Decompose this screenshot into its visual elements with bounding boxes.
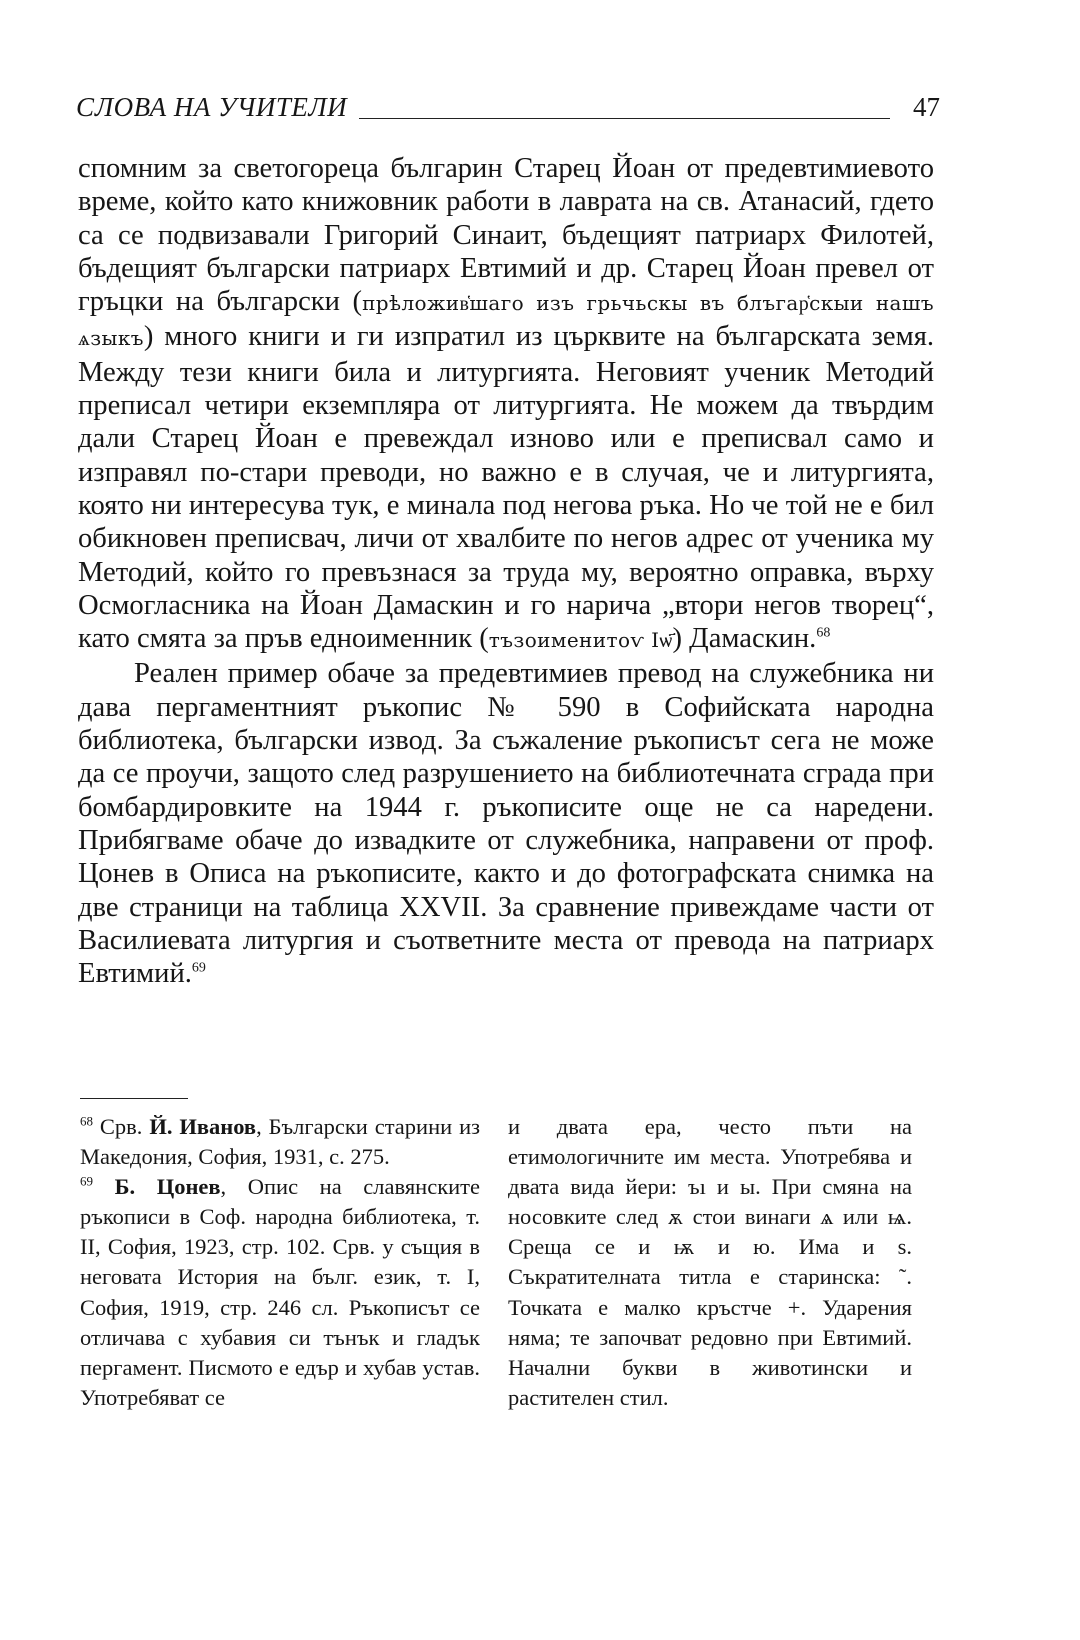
footnotes-left-column	[80, 1112, 480, 1413]
slavonic-quote-2: тъзоименитоѵ Iѡ҃	[488, 628, 673, 653]
footnote-68-author: Й. Иванов	[149, 1114, 257, 1139]
footnote-69-text-left: , Опис на славянските ръкописи в Соф. народна библиотека, т. II, София, 1923, стр. 102. Срв. у същия в неговата История на бълг. език, т. I, София, 1919, стр. 246 сл. Ръкописът се отличава с хубавия си тънък и гладък пергамент. Писмото е едър и хубав устав. Употребяват се	[80, 1174, 480, 1410]
footnote-69-number: 69	[80, 1173, 93, 1189]
footnote-69	[80, 1172, 480, 1413]
slavonic-quote-1: прѣложив҅шаго изъ грьчьскы въ блъгар҅скыи нашъ ѧзыкъ	[78, 291, 934, 351]
paragraph-1	[78, 152, 934, 657]
paragraph-2	[78, 657, 934, 990]
footnotes-right-column	[508, 1112, 912, 1413]
page-number: 47	[913, 92, 940, 122]
paragraph-1-text-a: спомним за светогореца българин Старец Йоан от предевтимиевото време, който като книжовник работи в лаврата на св. Атанасий, гдето са се подвизавали Григорий Синаит, бъдещият патриарх Филотей, бъдещият български патриарх Евтимий и др. Старец Йоан превел от гръцки на български (	[78, 153, 934, 318]
footnote-rule	[80, 1098, 188, 1099]
footnote-ref-69: 69	[191, 960, 206, 976]
footnote-ref-68: 68	[816, 625, 831, 641]
footnote-69-text-right: и двата ера, често пъти на етимологичните им места. Употребява и двата вида йери: ъı и ы. При смяна на носовките след ѫ стои винаги ѧ или ѩ. Среща се и ѭ и ю. Има и ѕ. Съкратителната титла е старинска: ῀. Точката е малко кръстче +. Ударения няма; те започват редовно при Евтимий. Начални букви в животински и растителен стил.	[508, 1114, 912, 1410]
footnote-68-text: , Български старини из Македония, София, 1931, с. 275.	[80, 1114, 481, 1170]
footnote-68-pre: Срв.	[99, 1114, 150, 1139]
header-rule	[359, 118, 890, 119]
main-text	[78, 152, 934, 990]
footnote-68-number: 68	[80, 1113, 93, 1129]
footnote-69-continued	[508, 1112, 912, 1413]
paragraph-1-text-b: ) много книги и ги изпратил из църквите на българската земя. Между тези книги била и литургията. Неговият ученик Методий преписал четири екземпляра от литургията. Не можем да твърдим дали Старец Йоан е превеждал изново или е преписвал само и изправял по-стари преводи, но важно е в случая, че и литургията, която ни интересува тук, е минала под негова ръка. Но че той не е бил обикновен преписвач, личи от хвалбите по негов адрес от ученика му Методий, който го превъзнася за труда му, вероятно оправка, върху Осмогласника на Йоан Дамаскин и го нарича „втори негов творец“, като смята за пръв едноименник (	[78, 321, 934, 655]
footnote-68	[80, 1112, 480, 1172]
footnote-69-author: Б. Цонев	[114, 1174, 221, 1200]
paragraph-2-text: Реален пример обаче за предевтимиев превод на служебника ни дава пергаментният ръкопис № 590 в Софийската народна библиотека, български извод. За съжаление ръкописът сега не може да се проучи, защото след разрушението на библиотечната сграда при бомбардировките на 1944 г. ръкописите още не са наредени. Прибягваме обаче до извадките от служебника, направени от проф. Цонев в Описа на ръкописите, както и до фотографската снимка на две страници на таблица XXVII. За сравнение привеждаме части от Василиевата литургия и съответните места от превода на патриарх Евтимий.	[78, 658, 934, 990]
running-header	[76, 92, 940, 132]
running-title: СЛОВА НА УЧИТЕЛИ	[76, 92, 348, 122]
paragraph-1-text-c: ) Дамаскин.	[672, 623, 817, 655]
